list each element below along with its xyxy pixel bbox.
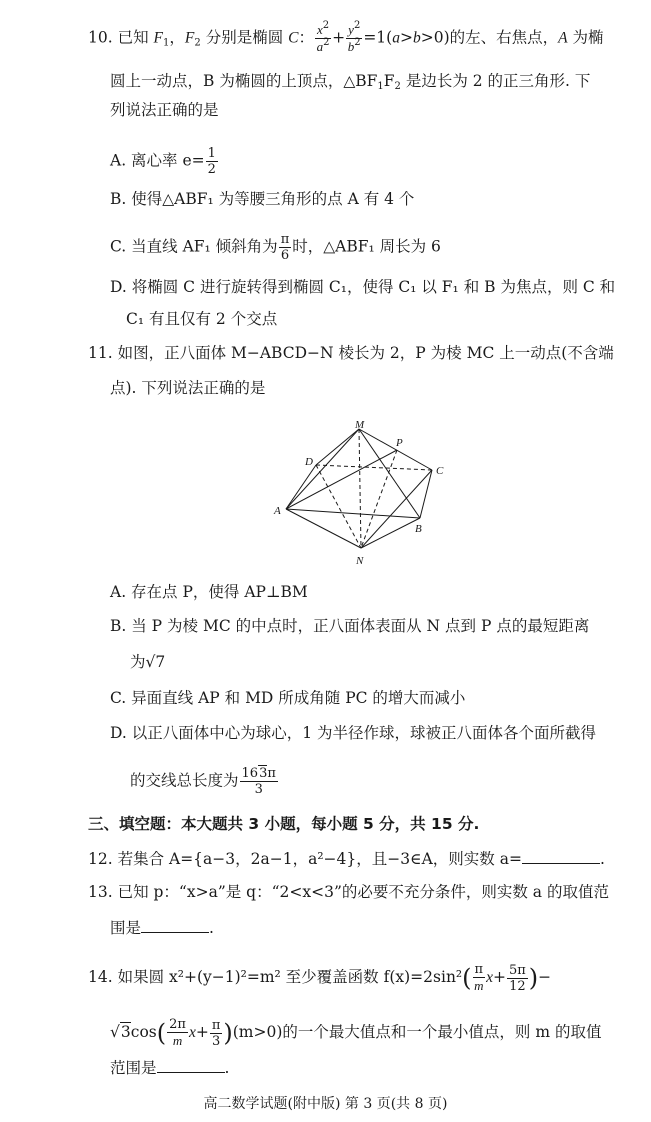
label-c: C (436, 465, 444, 477)
octahedron-figure (272, 418, 462, 573)
q13-line2: 围是 . (110, 919, 214, 937)
page-footer: 高二数学试题(附中版) 第 3 页(共 8 页) (203, 1096, 448, 1112)
q11-option-a: A. 存在点 P，使得 AP⊥BM (110, 583, 308, 601)
q10-option-a: A. 离心率 e= $\frac{1}{2}$ (110, 146, 216, 177)
q11-option-d-line2: 的交线总长度为 $\frac{163\pi}{3}$ (130, 766, 276, 797)
q14-line1: 14. 如果圆 x²+(y−1)²=m² 至少覆盖函数 f(x)=2sin²( $\frac{\pi}{m}$ x+ $\frac{5\pi}{12}$ )− (88, 962, 552, 994)
q13-answer-blank[interactable] (141, 918, 209, 933)
q10-number: 10. (88, 28, 113, 47)
q10-option-d-line2: C₁ 有且仅有 2 个交点 (126, 310, 278, 328)
q10-line2: 圆上一动点，B 为椭圆的上顶点，$\triangle BF_1F_2$ 是边长为 2 的正三角形. 下 (110, 72, 591, 92)
q11-option-c: C. 异面直线 AP 和 MD 所成角随 PC 的增大而减小 (110, 689, 466, 707)
label-b: B (415, 523, 422, 535)
q11-option-b-line2: 为√7 (130, 653, 166, 671)
q14-answer-blank[interactable] (157, 1058, 225, 1073)
q10-text-d: 为椭 (572, 28, 604, 47)
q10-line1: 10. 已知 $F_1$，$F_2$ 分别是椭圆 C： $\frac{x^2}{a^2}$ + $\frac{y^2}{b^2}$ =1(a>b>0)的左、右焦点，A 为椭 (88, 20, 604, 54)
q10-option-d-line1: D. 将椭圆 C 进行旋转得到椭圆 C₁，使得 C₁ 以 F₁ 和 B 为焦点，则 C 和 (110, 278, 616, 296)
q10-text-b: 分别是椭圆 (205, 28, 284, 47)
q10-option-b: B. 使得△ABF₁ 为等腰三角形的点 A 有 4 个 (110, 190, 415, 208)
q11-option-b-line1: B. 当 P 为棱 MC 的中点时，正八面体表面从 N 点到 P 点的最短距离 (110, 617, 590, 635)
q11-option-d-line1: D. 以正八面体中心为球心，1 为半径作球，球被正八面体各个面所截得 (110, 724, 597, 742)
label-p: P (396, 437, 403, 449)
q10-option-c: C. 当直线 AF₁ 倾斜角为 $\frac{\pi}{6}$ 时，△ABF₁ 周长为 6 (110, 232, 441, 263)
q13-line1: 13. 已知 p：“x>a”是 q：“2<x<3”的必要不充分条件，则实数 a 的取值范 (88, 883, 609, 901)
q11-line2: 点). 下列说法正确的是 (110, 379, 266, 397)
q14-line2: √3cos( $\frac{2\pi}{m}$ x+ $\frac{\pi}{3}$ )(m>0)的一个最大值点和一个最小值点，则 m 的取值 (110, 1017, 602, 1049)
q12: 12. 若集合 A={a−3，2a−1，a²−4}，且−3∈A，则实数 a= . (88, 850, 605, 868)
q10-text-a: 已知 (117, 28, 149, 47)
q10-line3: 列说法正确的是 (110, 101, 219, 119)
q12-answer-blank[interactable] (522, 849, 600, 864)
q14-line3: 范围是 . (110, 1059, 230, 1077)
label-m: M (355, 419, 365, 431)
label-a: A (274, 505, 281, 517)
label-n: N (356, 555, 364, 567)
section3-heading: 三、填空题：本大题共 3 小题，每小题 5 分，共 15 分. (88, 815, 480, 833)
label-d: D (305, 456, 313, 468)
q11-line1: 11. 如图，正八面体 M−ABCD−N 棱长为 2，P 为棱 MC 上一动点(不含端 (88, 344, 614, 362)
q10-text-c: 的左、右焦点， (449, 28, 559, 47)
